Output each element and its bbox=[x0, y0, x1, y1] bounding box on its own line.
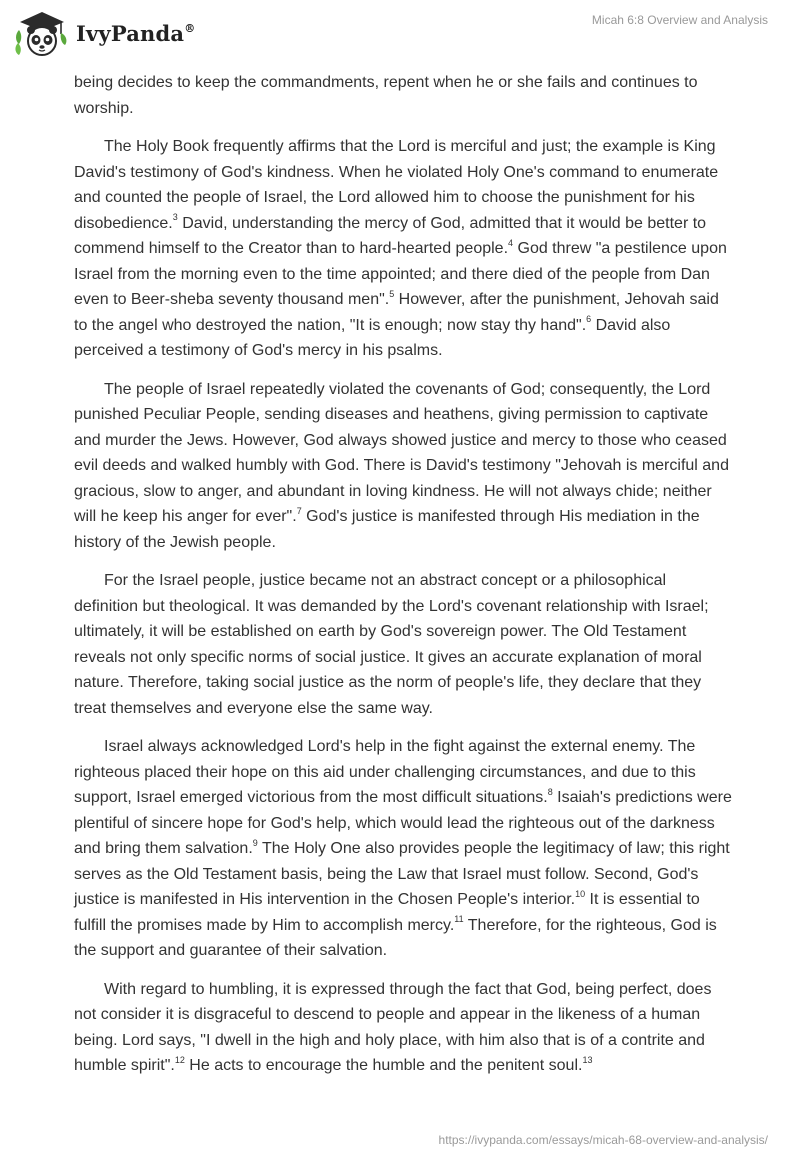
essay-paragraph bbox=[74, 70, 734, 121]
registered-mark: ® bbox=[184, 21, 196, 35]
essay-paragraph bbox=[74, 977, 734, 1079]
document-title: Micah 6:8 Overview and Analysis bbox=[591, 13, 768, 27]
paragraph-text: The people of Israel repeatedly violated the covenants of God; consequently, the Lord punished Peculiar People, sending diseases and heathens, giving permission to captivate and murder the Jews. However, God always showed justice and mercy to those who ceased evil deeds and walked humbly with God. There is David's testimony "Jehovah is merciful and gracious, slow to anger, and abundant in loving kindness. He will not always chide; neither will he keep his anger for ever". bbox=[74, 380, 729, 525]
page-header bbox=[0, 0, 800, 66]
paragraph-text: God's justice is manifested through His mediation in the history of the Jewish people. bbox=[74, 508, 700, 551]
essay-paragraph bbox=[74, 734, 734, 964]
paragraph-text: being decides to keep the commandments, repent when he or she fails and continues to worship. bbox=[74, 74, 698, 117]
essay-body bbox=[74, 70, 734, 1092]
footnote-marker[interactable]: 11 bbox=[454, 914, 464, 925]
footnote-marker[interactable]: 3 bbox=[172, 212, 178, 223]
source-url[interactable]: https://ivypanda.com/essays/micah-68-overview-and-analysis/ bbox=[438, 1133, 768, 1147]
footnote-marker[interactable]: 9 bbox=[252, 837, 258, 848]
brand-label: IvyPanda bbox=[76, 20, 185, 46]
paragraph-text: It is essential to fulfill the promises made by Him to accomplish mercy. bbox=[74, 891, 700, 934]
footnote-marker[interactable]: 7 bbox=[296, 505, 302, 516]
footnote-marker[interactable]: 4 bbox=[508, 237, 514, 248]
footnote-marker[interactable]: 13 bbox=[582, 1054, 593, 1065]
paragraph-text: David also perceived a testimony of God's mercy in his psalms. bbox=[74, 316, 671, 359]
essay-paragraph bbox=[74, 134, 734, 364]
panda-graduate-icon bbox=[14, 8, 70, 58]
footnote-marker[interactable]: 8 bbox=[547, 786, 553, 797]
essay-paragraph bbox=[74, 377, 734, 556]
paragraph-text: The Holy One also provides people the legitimacy of law; this right serves as the Old Testament basis, being the Law that Israel must follow. Second, God's justice is manifested in His intervention in the Chosen People's interior. bbox=[74, 840, 730, 908]
paragraph-text: Therefore, for the righteous, God is the support and guarantee of their salvation. bbox=[74, 916, 717, 959]
footnote-marker[interactable]: 6 bbox=[586, 314, 592, 325]
paragraph-text: Israel always acknowledged Lord's help in the fight against the external enemy. The righteous placed their hope on this aid under challenging circumstances, and due to this support, Israel emerged victorious from the most difficult situations. bbox=[74, 738, 696, 806]
paragraph-text: God threw "a pestilence upon Israel from the morning even to the time appointed; and there died of the people from Dan even to Beer-sheba seventy thousand men". bbox=[74, 240, 727, 308]
paragraph-text: David, understanding the mercy of God, admitted that it would be better to commend himself to the Creator than to hard-hearted people. bbox=[74, 214, 707, 257]
paragraph-text: For the Israel people, justice became not an abstract concept or a philosophical definition but theological. It was demanded by the Lord's covenant relationship with Israel; ultimately, it will be established on earth by God's sovereign power. The Old Testament reveals not only specific norms of social justice. It gives an accurate explanation of moral nature. Therefore, taking social justice as the norm of people's life, they declare that they treat themselves and everyone else the same way. bbox=[74, 572, 709, 717]
essay-paragraph bbox=[74, 568, 734, 721]
brand-name bbox=[76, 21, 195, 46]
paragraph-text: Isaiah's predictions were plentiful of sincere hope for God's help, which would lead the righteous out of the darkness and bring them salvation. bbox=[74, 789, 732, 857]
footnote-marker[interactable]: 10 bbox=[575, 888, 586, 899]
paragraph-text: He acts to encourage the humble and the penitent soul. bbox=[184, 1057, 583, 1074]
ivypanda-logo[interactable] bbox=[14, 8, 195, 58]
paragraph-text: With regard to humbling, it is expressed through the fact that God, being perfect, does not consider it is disgraceful to descend to people and appear in the likeness of a human being. Lord says, "I dwell in the high and holy place, with him also that is of a contrite and humble spirit". bbox=[74, 980, 712, 1074]
footnote-marker[interactable]: 5 bbox=[389, 288, 395, 299]
paragraph-text: The Holy Book frequently affirms that the Lord is merciful and just; the example is King David's testimony of God's kindness. When he violated Holy One's command to enumerate and counted the people of Israel, the Lord allowed him to choose the punishment for his disobedience. bbox=[74, 138, 719, 232]
footnote-marker[interactable]: 12 bbox=[174, 1054, 185, 1065]
paragraph-text: However, after the punishment, Jehovah said to the angel who destroyed the nation, "It is enough; now stay thy hand". bbox=[74, 291, 719, 334]
